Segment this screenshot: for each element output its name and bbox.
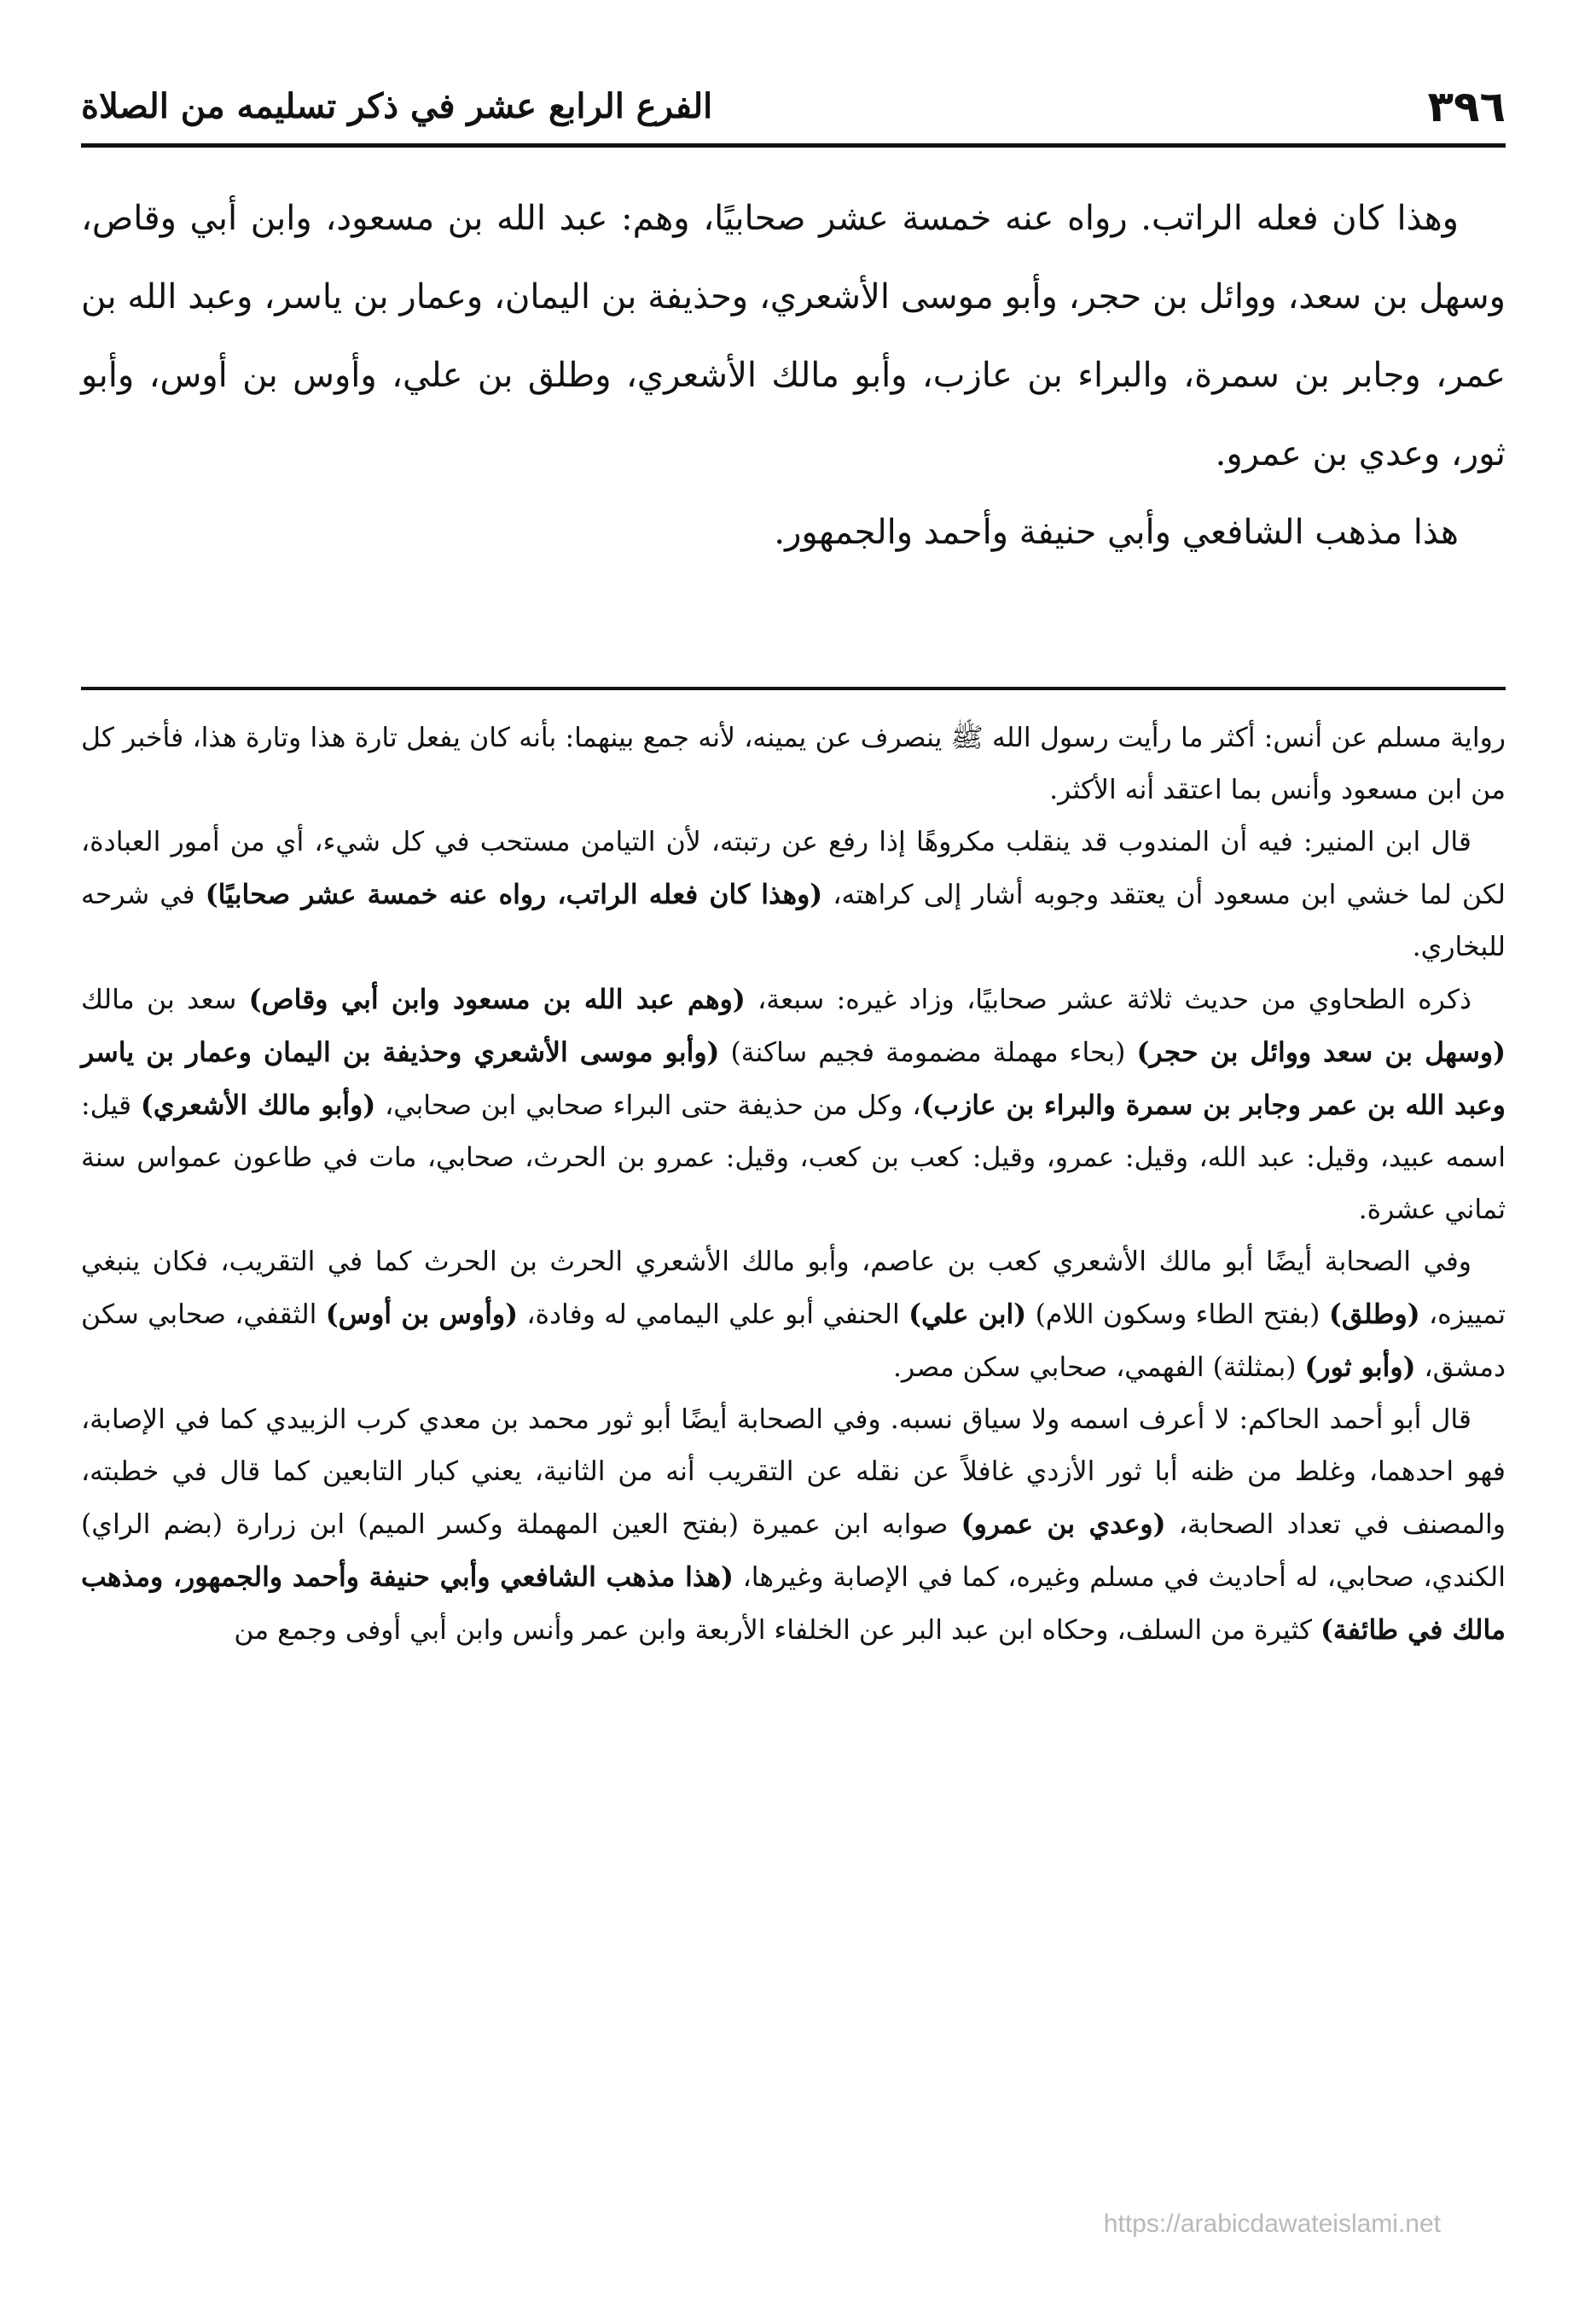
quoted-matn: (وأبو موسى الأشعري وحذيفة بن اليمان وعمار بن ياسر وعبد الله بن عمر وجابر بن سمرة والبراء بن عازب) [81,1037,1506,1121]
note-text: قال أبو أحمد الحاكم: لا أعرف اسمه ولا سياق نسبه. وفي الصحابة أيضًا أبو ثور محمد بن معدي كرب الزبيدي كما في الإصابة، فهو احدهما، وغلط من ظنه أبا ثور الأزدي غافلاً عن نقله عن التقريب أنه من الثانية، يعني كبار التابعين كما قال في خطبته، والمصنف في تعداد الصحابة، [81,1404,1506,1540]
main-text [81,179,1506,572]
quoted-matn: (وأبو ثور) [1304,1351,1416,1383]
quoted-matn: (وأبو مالك الأشعري) [140,1089,376,1121]
note-text: (بفتح الطاء وسكون اللام) [1035,1299,1321,1330]
note-text: ذكره الطحاوي من حديث ثلاثة عشر صحابيًا، وزاد غيره: سبعة، [757,985,1472,1015]
note-text: الثقفي، صحابي سكن دمشق، [81,1299,1506,1383]
note-text: قيل: اسمه عبيد، وقيل: عبد الله، وقيل: عمرو، وقيل: كعب بن كعب، وقيل: عمرو بن الحرث، صحابي، مات في طاعون عمواس سنة ثماني عشرة. [81,1090,1506,1225]
note-paragraph-5 [81,1394,1506,1657]
quoted-matn: (ابن علي) [908,1299,1027,1330]
running-title: الفرع الرابع عشر في ذكر تسليمه من الصلاة [81,86,713,126]
page-number: ٣٩٦ [1427,82,1506,131]
main-paragraph-2: هذا مذهب الشافعي وأبي حنيفة وأحمد والجمهور. [774,513,1459,552]
quoted-matn: (وهذا كان فعله الراتب، رواه عنه خمسة عشر صحابيًا) [205,879,823,910]
quoted-matn: (وأوس بن أوس) [325,1299,518,1330]
quoted-matn: (هذا مذهب الشافعي وأبي حنيفة وأحمد والجمهور، ومذهب مالك في طائفة) [81,1561,1506,1646]
note-text: في شرحه للبخاري. [81,880,1506,962]
note-text: قال ابن المنير: فيه أن المندوب قد ينقلب مكروهًا إذا رفع عن رتبته، لأن التيامن مستحب في كل شيء، أي من أمور العبادة، لكن لما خشي ابن مسعود أن يعتقد وجوبه أشار إلى كراهته، [81,827,1506,910]
note-text: الحنفي أبو علي اليمامي له وفادة، [526,1299,900,1330]
main-paragraph-1: وهذا كان فعله الراتب. رواه عنه خمسة عشر صحابيًا، وهم: عبد الله بن مسعود، وابن أبي وقاص، وسهل بن سعد، ووائل بن حجر، وأبو موسى الأشعري، وحذيفة بن اليمان، وعمار بن ياسر، وعبد الله بن عمر، وجابر بن سمرة، والبراء بن عازب، وأبو مالك الأشعري، وطلق بن علي، وأوس بن أوس، وأبو ثور، وعدي بن عمرو. [81,199,1506,474]
note-paragraph-2 [81,816,1506,973]
note-text: (بمثلثة) الفهمي، صحابي سكن مصر. [893,1352,1297,1383]
quoted-matn: (وهم عبد الله بن مسعود وابن أبي وقاص) [248,984,746,1015]
note-text: صوابه ابن عميرة (بفتح العين المهملة وكسر الميم) ابن زرارة (بضم الراي) الكندي، صحابي، له أحاديث في مسلم وغيره، كما في الإصابة وغيرها، [81,1509,1506,1593]
note-paragraph-4 [81,1236,1506,1394]
note-text: كثيرة من السلف، وحكاه ابن عبد البر عن الخلفاء الأربعة وابن عمر وأنس وابن أبي أوفى وجمع من [234,1615,1312,1646]
note-paragraph-3 [81,973,1506,1236]
note-text: (بحاء مهملة مضمومة فجيم ساكنة) [730,1037,1126,1068]
header-rule [81,143,1506,148]
page-header [81,77,1506,137]
quoted-matn: (وعدي بن عمرو) [961,1508,1166,1540]
note-paragraph-1: رواية مسلم عن أنس: أكثر ما رأيت رسول الله ﷺ ينصرف عن يمينه، لأنه جمع بينهما: بأنه كان يفعل تارة هذا وتارة هذا، فأخبر كل من ابن مسعود وأنس بما اعتقد أنه الأكثر. [81,723,1506,805]
note-text: وفي الصحابة أيضًا أبو مالك الأشعري كعب بن عاصم، وأبو مالك الأشعري الحرث بن الحرث كما في التقريب، فكان ينبغي تمييزه، [81,1246,1506,1330]
quoted-matn: (وطلق) [1328,1299,1420,1330]
watermark-url: https://arabicdawateislami.net [1103,2210,1441,2238]
quoted-matn: (وسهل بن سعد ووائل بن حجر) [1136,1037,1506,1068]
note-text: سعد بن مالك [81,985,237,1015]
footnote-rule [81,687,1506,690]
note-text: ، وكل من حذيفة حتى البراء صحابي ابن صحابي، [385,1090,921,1121]
commentary-notes [81,712,1506,1657]
